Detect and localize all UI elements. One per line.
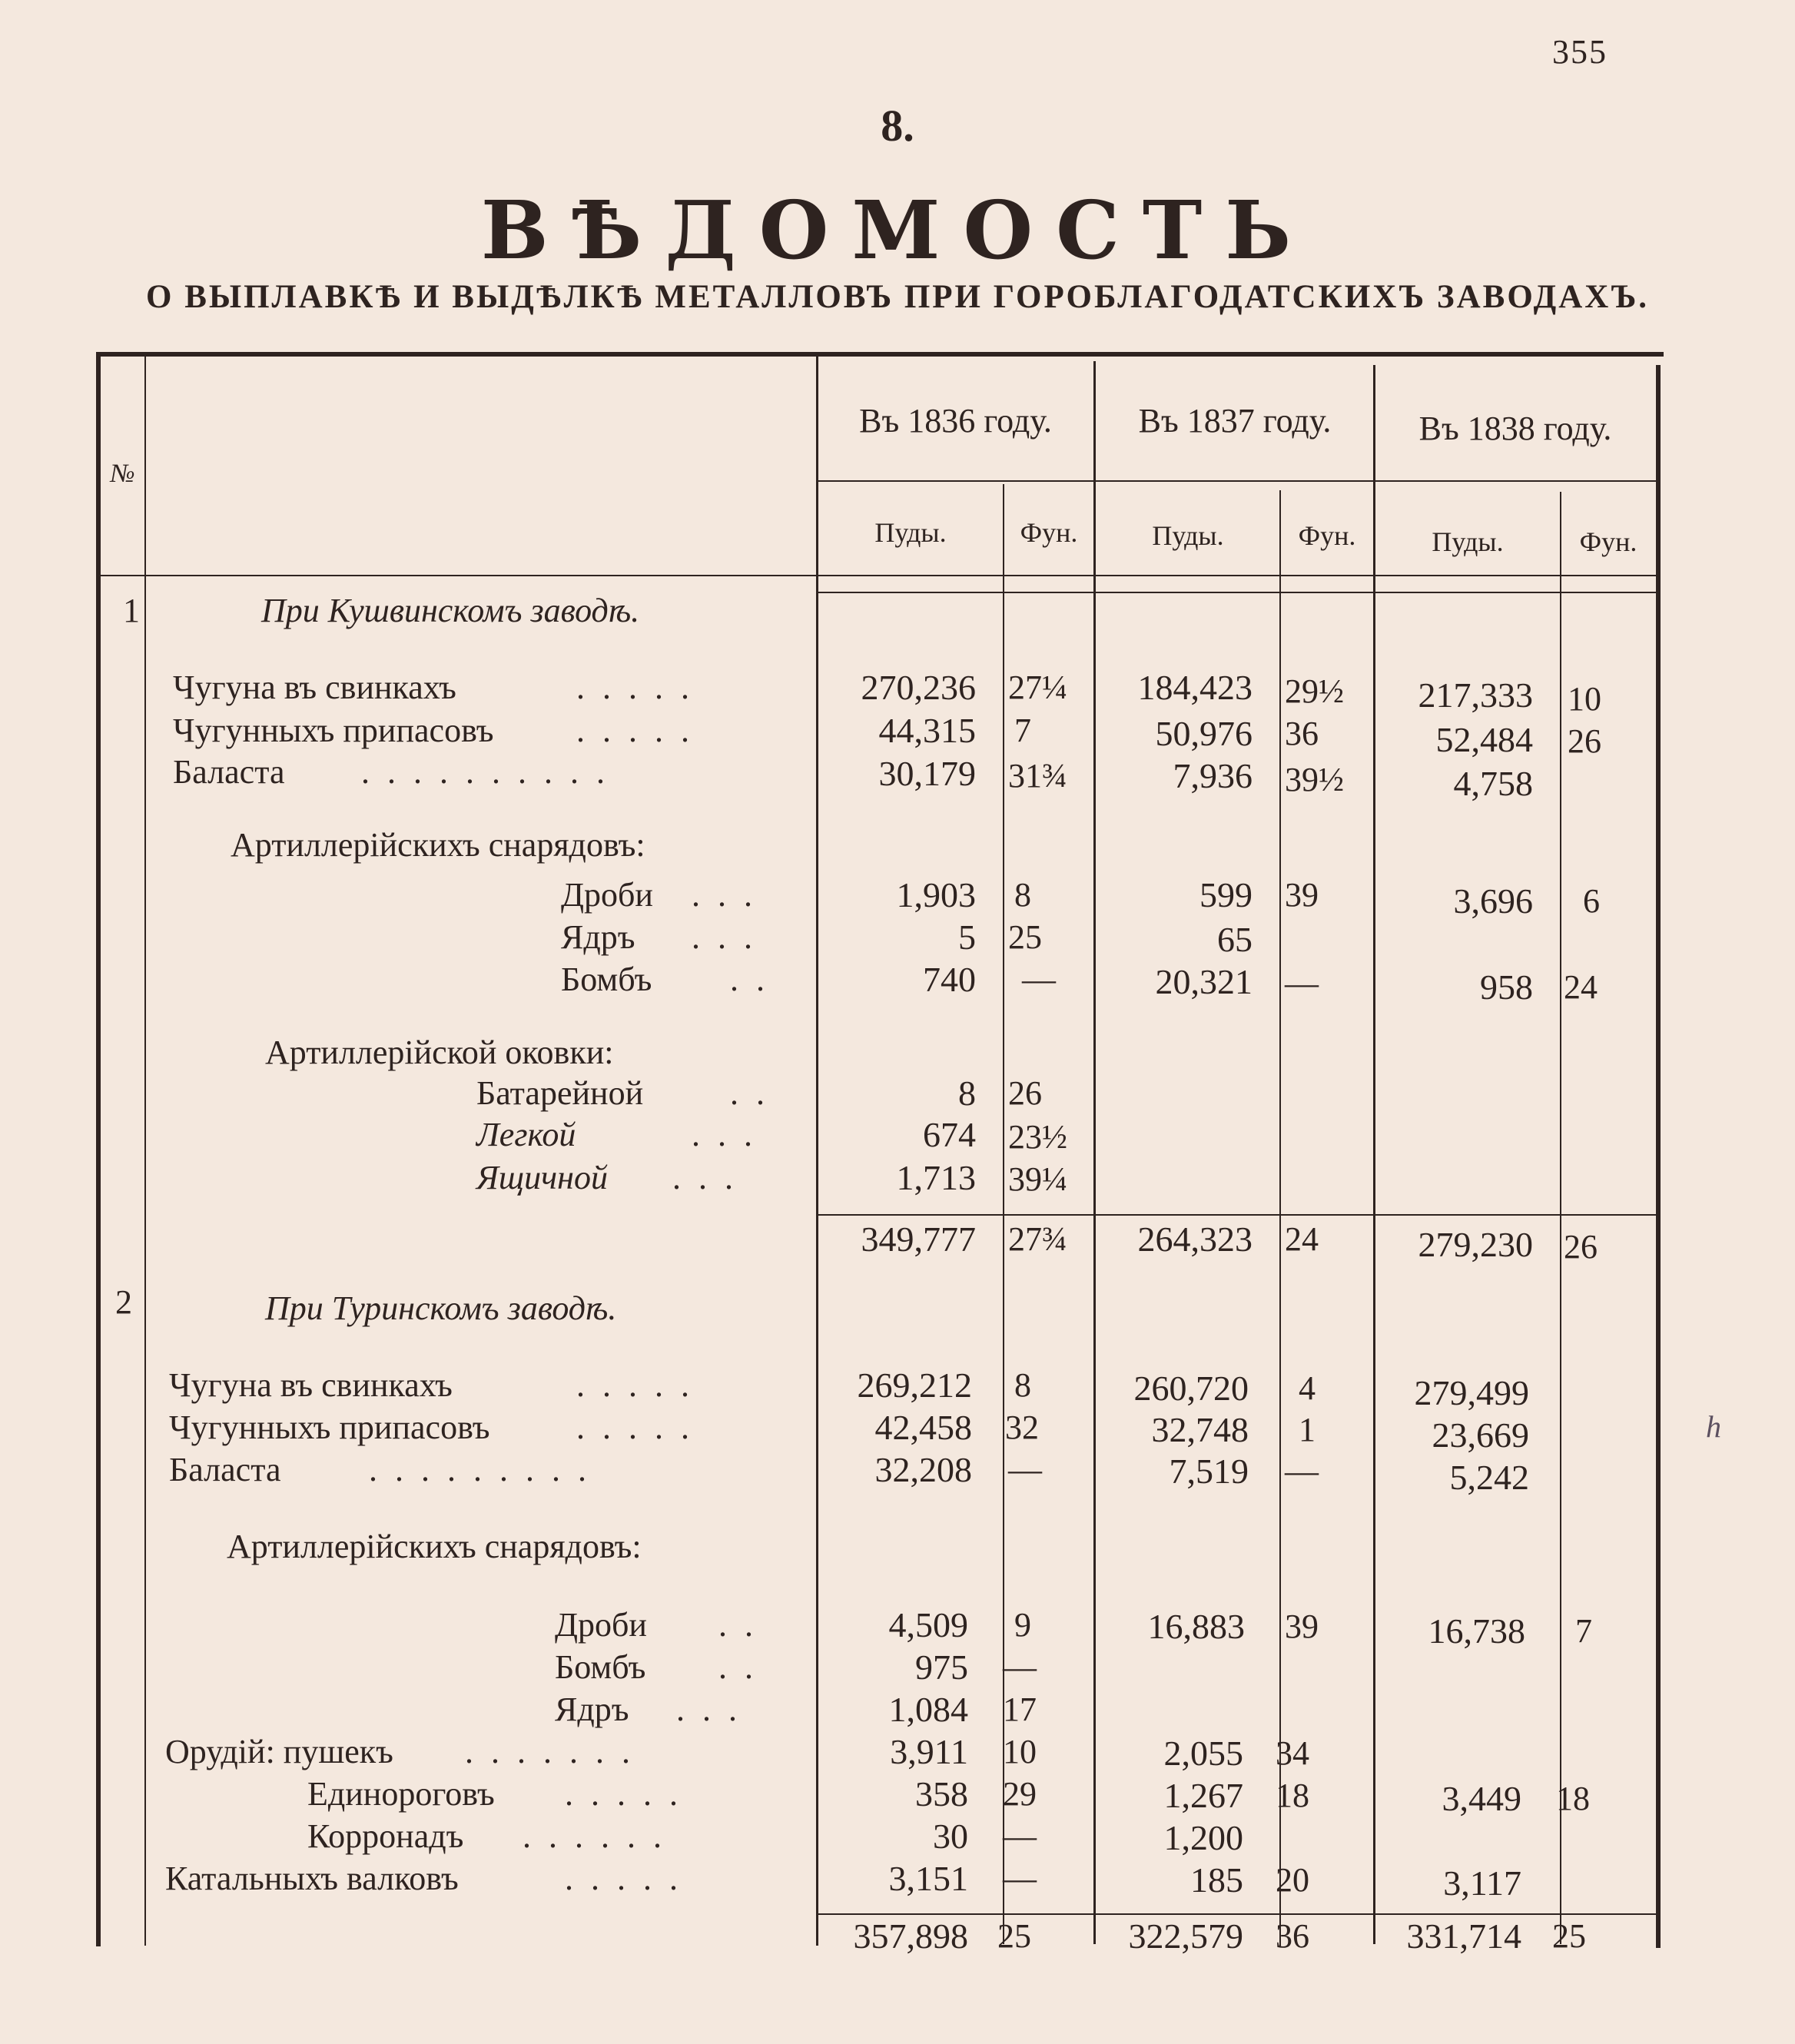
cell-fun-1837: 20 [1276, 1861, 1309, 1899]
row-leader-dots: . . [718, 1648, 758, 1686]
cell-fun-1837: 18 [1276, 1777, 1309, 1814]
row-label: Ядръ [561, 918, 635, 956]
cell-pud-1838: 217,333 [1418, 675, 1533, 715]
row-leader-dots: . . . [692, 918, 757, 956]
cell-fun-1837: 36 [1285, 715, 1319, 752]
cell-pud-1836: 30 [933, 1817, 968, 1856]
cell-fun-1836: 7 [1014, 712, 1031, 749]
row-leader-dots: . . [730, 961, 769, 998]
row-leader-dots: . . . [692, 876, 757, 914]
row-label: Баласта [173, 753, 285, 791]
cell-fun-1837: — [1285, 964, 1319, 1002]
cell-fun-1838: 6 [1583, 882, 1600, 920]
cell-pud-1837: 16,883 [1147, 1607, 1245, 1646]
row-label: Ядръ [555, 1691, 629, 1728]
cell-pud-1836: 42,458 [874, 1408, 972, 1447]
cell-pud-1836: 30,179 [878, 754, 976, 793]
cell-fun-1836: — [1003, 1648, 1037, 1686]
cell-pud-1836: 32,208 [874, 1450, 972, 1489]
total-pud-1838: 331,714 [1406, 1916, 1521, 1956]
header-pud-1837: Пуды. [1152, 520, 1224, 551]
cell-fun-1836: — [1022, 961, 1056, 998]
cell-pud-1836: 5 [958, 917, 976, 957]
cell-pud-1836: 44,315 [878, 711, 976, 750]
row-label: Катальныхъ валковъ [165, 1860, 459, 1897]
cell-pud-1837: 599 [1199, 875, 1253, 914]
cell-pud-1837: 20,321 [1155, 962, 1253, 1001]
row-leader-dots: . . . [676, 1691, 742, 1728]
cell-fun-1836: 17 [1003, 1691, 1037, 1728]
cell-pud-1837: 32,748 [1151, 1410, 1249, 1449]
row-label: Чугунныхъ припасовъ [169, 1409, 490, 1446]
row-leader-dots: . . . [692, 1116, 757, 1153]
cell-pud-1838: 3,449 [1442, 1779, 1521, 1818]
document-subtitle: О ВЫПЛАВКѢ И ВЫДѢЛКѢ МЕТАЛЛОВЪ ПРИ ГОРОБЛАГОДАТСКИХЪ ЗАВОДАХЪ. [146, 279, 1649, 315]
row-leader-dots: . . . . . [576, 669, 694, 706]
total-fun-1837: 36 [1276, 1917, 1309, 1955]
row-leader-dots: . . [718, 1606, 758, 1644]
cell-pud-1838: 958 [1480, 967, 1533, 1007]
row-leader-dots: . . . . . [576, 712, 694, 749]
group-heading: Артиллерійскихъ снарядовъ: [227, 1528, 642, 1565]
cell-fun-1836: 26 [1008, 1074, 1042, 1112]
total-pud-1838: 279,230 [1418, 1225, 1533, 1264]
margin-handwritten-note: h [1706, 1409, 1721, 1444]
cell-pud-1836: 3,911 [890, 1732, 968, 1771]
cell-fun-1837: 34 [1276, 1734, 1309, 1772]
row-leader-dots: . . . . . [565, 1860, 682, 1897]
cell-fun-1836: 31¾ [1008, 757, 1067, 795]
cell-pud-1838: 279,499 [1414, 1373, 1529, 1412]
row-label: Дроби [555, 1606, 647, 1644]
row-leader-dots: . . . . . . . [465, 1733, 635, 1770]
row-label: Орудій: пушекъ [165, 1733, 393, 1770]
page-number: 355 [1552, 33, 1608, 71]
total-pud-1837: 322,579 [1128, 1916, 1243, 1956]
cell-fun-1838: 7 [1575, 1612, 1592, 1650]
row-leader-dots: . . . . . . . . . [369, 1451, 591, 1488]
cell-fun-1836: — [1003, 1817, 1037, 1855]
row-label: Батарейной [476, 1074, 644, 1112]
number-column-header: № [110, 460, 135, 488]
cell-fun-1838: 18 [1556, 1780, 1590, 1817]
row-label: Ящичной [476, 1159, 608, 1196]
cell-pud-1837: 1,200 [1163, 1818, 1243, 1857]
row-leader-dots: . . [730, 1074, 769, 1112]
row-leader-dots: . . . . . [576, 1366, 694, 1404]
cell-fun-1836: — [1003, 1860, 1037, 1897]
cell-fun-1836: 8 [1014, 876, 1031, 914]
cell-pud-1836: 358 [915, 1774, 968, 1813]
cell-pud-1837: 185 [1190, 1860, 1243, 1900]
cell-fun-1836: 10 [1003, 1733, 1037, 1770]
cell-fun-1838: 10 [1568, 680, 1601, 718]
row-label: Дроби [561, 876, 653, 914]
row-label: Единороговъ [307, 1775, 495, 1813]
cell-fun-1837: 39 [1285, 1608, 1319, 1645]
row-label: Легкой [476, 1116, 576, 1153]
cell-fun-1837: — [1285, 1452, 1319, 1490]
total-fun-1838: 25 [1552, 1917, 1586, 1955]
cell-pud-1836: 975 [915, 1647, 968, 1687]
cell-pud-1837: 184,423 [1137, 668, 1253, 707]
cell-pud-1837: 65 [1217, 920, 1253, 959]
cell-fun-1837: 39 [1285, 876, 1319, 914]
group-heading: Артиллерійскихъ снарядовъ: [231, 826, 645, 864]
total-fun-1836: 25 [997, 1917, 1031, 1955]
cell-pud-1836: 269,212 [857, 1365, 972, 1405]
header-pud-1836: Пуды. [874, 517, 947, 548]
cell-pud-1838: 4,758 [1453, 764, 1533, 803]
cell-pud-1836: 740 [923, 960, 976, 999]
total-pud-1837: 264,323 [1137, 1219, 1253, 1259]
header-year-1838: Въ 1838 году. [1418, 410, 1612, 447]
cell-fun-1837: 1 [1299, 1411, 1316, 1448]
cell-fun-1838: 24 [1564, 968, 1598, 1006]
row-label: Бомбъ [561, 961, 652, 998]
cell-pud-1836: 3,151 [888, 1859, 968, 1898]
section-2-number: 2 [115, 1283, 132, 1321]
total-pud-1836: 357,898 [853, 1916, 968, 1956]
row-label: Чугуна въ свинкахъ [173, 669, 456, 706]
cell-pud-1838: 3,117 [1443, 1863, 1521, 1903]
cell-pud-1836: 8 [958, 1073, 976, 1113]
total-fun-1836: 27¾ [1008, 1220, 1067, 1258]
header-pud-1838: Пуды. [1432, 526, 1504, 557]
cell-pud-1836: 270,236 [861, 668, 976, 707]
header-fun-1836: Фун. [1020, 517, 1078, 548]
total-pud-1836: 349,777 [861, 1219, 976, 1259]
row-label: Корронадъ [307, 1817, 464, 1855]
row-label: Чугуна въ свинкахъ [169, 1366, 453, 1404]
cell-pud-1837: 50,976 [1155, 714, 1253, 753]
cell-fun-1836: 39¼ [1008, 1160, 1067, 1198]
cell-pud-1837: 7,519 [1169, 1452, 1249, 1491]
header-year-1836: Въ 1836 году. [859, 402, 1052, 440]
total-fun-1838: 26 [1564, 1228, 1598, 1266]
cell-fun-1836: 29 [1003, 1775, 1037, 1813]
cell-pud-1838: 3,696 [1453, 881, 1533, 921]
section-1-title: При Кушвинскомъ заводѣ. [261, 592, 640, 629]
cell-pud-1837: 260,720 [1133, 1369, 1249, 1408]
cell-pud-1836: 4,509 [888, 1605, 968, 1644]
cell-fun-1836: — [1008, 1451, 1042, 1488]
header-year-1837: Въ 1837 году. [1138, 402, 1332, 440]
row-leader-dots: . . . . . . [523, 1817, 666, 1855]
cell-pud-1836: 674 [923, 1115, 976, 1154]
cell-fun-1836: 9 [1014, 1606, 1031, 1644]
cell-fun-1837: 4 [1299, 1369, 1316, 1407]
cell-pud-1836: 1,713 [896, 1158, 976, 1197]
row-label: Чугунныхъ припасовъ [173, 712, 494, 749]
cell-pud-1838: 23,669 [1432, 1415, 1529, 1455]
row-leader-dots: . . . . . . . . . . [361, 753, 609, 791]
row-label: Баласта [169, 1451, 281, 1488]
cell-fun-1836: 8 [1014, 1366, 1031, 1404]
cell-fun-1836: 27¼ [1008, 669, 1067, 706]
cell-fun-1837: 39½ [1285, 761, 1344, 798]
cell-pud-1838: 52,484 [1435, 720, 1533, 759]
row-leader-dots: . . . . . [576, 1409, 694, 1446]
cell-pud-1836: 1,084 [888, 1690, 968, 1729]
row-leader-dots: . . . . . [565, 1775, 682, 1813]
cell-fun-1836: 23½ [1008, 1118, 1067, 1156]
cell-fun-1836: 32 [1005, 1409, 1039, 1446]
header-fun-1838: Фун. [1579, 526, 1637, 557]
cell-pud-1837: 2,055 [1163, 1734, 1243, 1773]
document-title: ВѢДОМОСТЬ [480, 183, 1315, 277]
section-1-number: 1 [123, 592, 140, 629]
section-2-title: При Туринскомъ заводѣ. [265, 1289, 617, 1327]
cell-pud-1838: 5,242 [1449, 1458, 1529, 1497]
cell-pud-1836: 1,903 [896, 875, 976, 914]
row-leader-dots: . . . [672, 1159, 738, 1196]
cell-fun-1838: 26 [1568, 722, 1601, 760]
cell-pud-1837: 1,267 [1163, 1776, 1243, 1815]
cell-pud-1838: 16,738 [1428, 1611, 1525, 1651]
group-heading: Артиллерійской оковки: [265, 1034, 614, 1071]
header-fun-1837: Фун. [1298, 520, 1356, 551]
cell-pud-1837: 7,936 [1173, 756, 1253, 795]
document-number: 8. [881, 101, 914, 151]
cell-fun-1836: 25 [1008, 918, 1042, 956]
cell-fun-1837: 29½ [1285, 672, 1344, 710]
total-fun-1837: 24 [1285, 1220, 1319, 1258]
row-label: Бомбъ [555, 1648, 646, 1686]
